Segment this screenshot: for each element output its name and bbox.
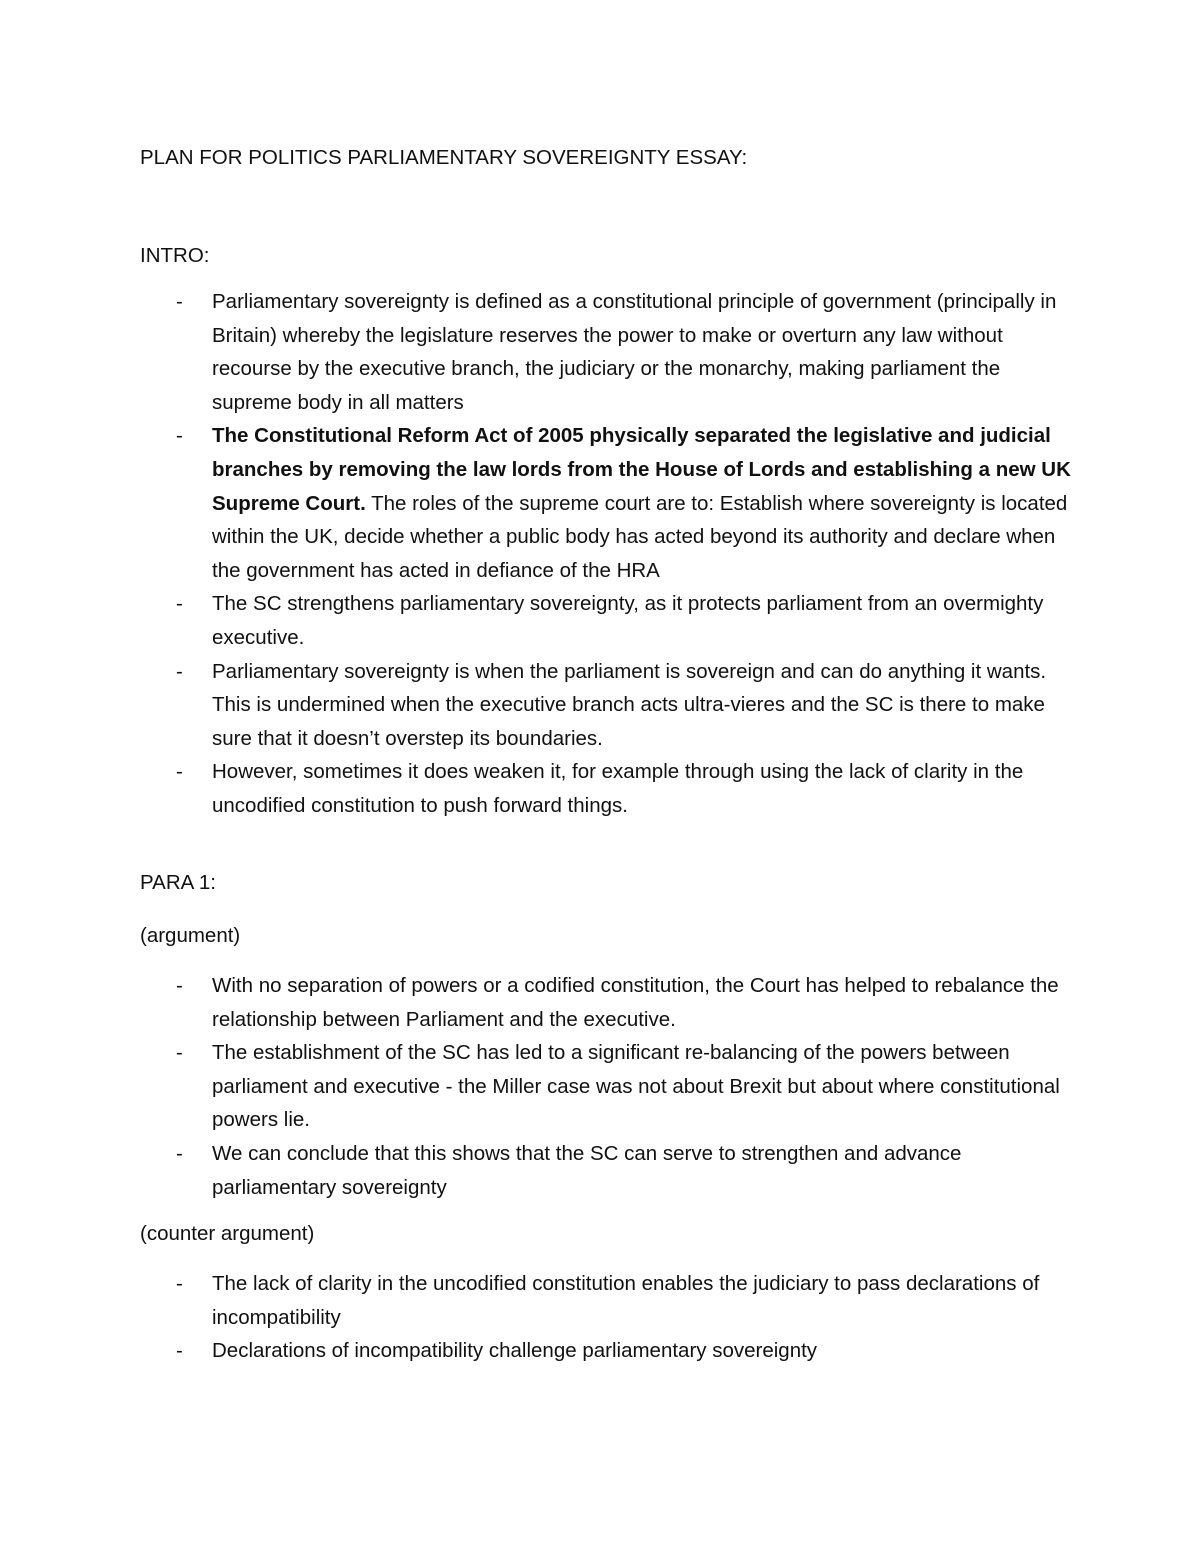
list-item-text: Declarations of incompatibility challenge parliamentary sovereignty (212, 1339, 818, 1363)
document-title: PLAN FOR POLITICS PARLIAMENTARY SOVEREIGNTY ESSAY: (140, 146, 748, 169)
intro-heading: INTRO: (140, 244, 210, 267)
bullet-dash: - (176, 1339, 183, 1363)
bullet-dash: - (176, 290, 183, 313)
list-item (140, 419, 1080, 587)
bullet-dash: - (176, 592, 183, 616)
list-item-text: Parliamentary sovereignty is when the parliament is sovereign and can do anything it wants. This is undermined when the executive branch acts ultra-vieres and the SC is there to make sure that it doesn’t overstep its boundaries. (212, 659, 1047, 750)
bullet-dash: - (176, 424, 183, 448)
argument-list (140, 969, 1080, 1204)
counter-argument-list (140, 1267, 1080, 1368)
bullet-dash: - (176, 974, 183, 997)
list-item (140, 1036, 1080, 1137)
list-item (140, 969, 1080, 1036)
list-item-text: The roles of the supreme court are to: Establish where sovereignty is located within the UK, decide whether a public body has acted beyond its authority and declare when the government has acted in defiance of the HRA (212, 491, 1068, 582)
list-item-text: The establishment of the SC has led to a significant re-balancing of the powers between parliament and executive - the Miller case was not about Brexit but about where constitutional powers lie. (212, 1041, 1060, 1132)
list-item-text: The lack of clarity in the uncodified constitution enables the judiciary to pass declarations of incompatibility (212, 1272, 1040, 1329)
bullet-dash: - (176, 659, 183, 683)
list-item (140, 1137, 1080, 1204)
bullet-dash: - (176, 760, 183, 784)
list-item-bold-text: The Constitutional Reform Act of 2005 physically separated the legislative and judicial branches by removing the law lords from the House of Lords and establishing a new UK Supreme Court. (212, 424, 1071, 515)
bullet-dash: - (176, 1141, 183, 1165)
list-item (140, 1334, 1080, 1368)
bullet-dash: - (176, 1041, 183, 1065)
list-item-text: We can conclude that this shows that the SC can serve to strengthen and advance parliamentary sovereignty (212, 1141, 962, 1199)
counter-argument-label: (counter argument) (140, 1222, 315, 1245)
list-item (140, 587, 1080, 654)
bullet-dash: - (176, 1272, 183, 1295)
list-item-text: However, sometimes it does weaken it, for example through using the lack of clarity in the uncodified constitution to push forward things. (212, 760, 1024, 817)
list-item (140, 755, 1080, 822)
list-item-text: Parliamentary sovereignty is defined as a constitutional principle of government (principally in Britain) whereby the legislature reserves the power to make or overturn any law without recourse by the executive branch, the judiciary or the monarchy, making parliament the supreme body in all matters (212, 290, 1057, 414)
list-item-text: With no separation of powers or a codified constitution, the Court has helped to rebalance the relationship between Parliament and the executive. (212, 974, 1059, 1031)
list-item (140, 1267, 1080, 1334)
para1-heading: PARA 1: (140, 871, 216, 894)
intro-list (140, 285, 1080, 823)
list-item (140, 655, 1080, 756)
list-item (140, 285, 1080, 419)
argument-label: (argument) (140, 924, 241, 947)
list-item-text: The SC strengthens parliamentary sovereignty, as it protects parliament from an overmighty executive. (212, 592, 1044, 649)
